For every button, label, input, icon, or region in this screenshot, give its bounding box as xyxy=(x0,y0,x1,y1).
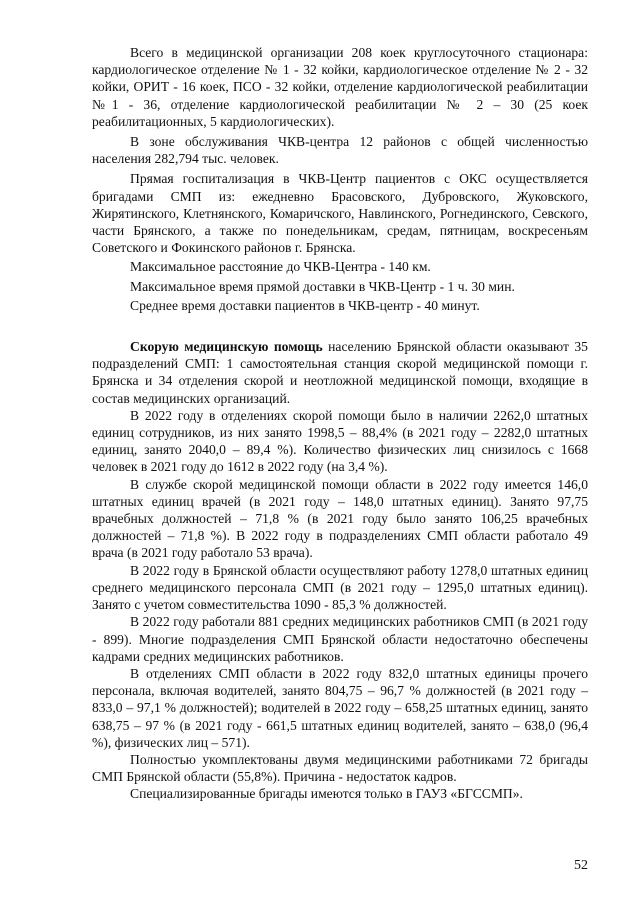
paragraph-avg-delivery-time: Среднее время доставки пациентов в ЧКВ-центр - 40 минут. xyxy=(130,297,480,313)
paragraph-ems-nurses-count: В 2022 году работали 881 средних медицинских работников СМП (в 2021 году - 899). Многие подразделения СМП Брянской области недостаточно обеспечены кадрами средних медицинских работников. xyxy=(92,614,588,664)
paragraph-max-delivery-time: Максимальное время прямой доставки в ЧКВ-Центр - 1 ч. 30 мин. xyxy=(130,278,515,294)
paragraph-other-staff: В отделениях СМП области в 2022 году 832,0 штатных единицы прочего персонала, включая водителей, занято 804,75 – 96,7 % должностей (в 2021 году – 833,0 – 97,1 % должностей); водителей в 2022 году – 658,25 штатных единиц, занято 638,75 – 97 % (в 2021 году - 661,5 штатных единиц водителей, занято – 638,0 (96,4 %), физических лиц – 571). xyxy=(92,665,588,750)
ems-heading: Скорую медицинскую помощь xyxy=(130,339,323,355)
paragraph-direct-hospitalization: Прямая госпитализация в ЧКВ-Центр пациентов с ОКС осуществляется бригадами СМП из: ежедневно Брасовского, Дубровского, Жуковского, Жирятинского, Клетнянского, Комаричского, Навлинского, Рогнединского, Севского, части Брянского, а также по понедельникам, средам, пятницам, воскресеньям Советского и Фокинского районов г. Брянска. xyxy=(92,171,588,256)
paragraph-bed-capacity: Всего в медицинской организации 208 коек круглосуточного стационара: кардиологическое отделение № 1 - 32 койки, кардиологическое отделение № 2 - 32 койки, ОРИТ - 16 коек, ПСО - 32 койки, отделение кардиологической реабилитации №1 - 36, отделение кардиологической реабилитации № 2 – 30 (25 коек реабилитационных, 5 кардиологических). xyxy=(92,45,588,129)
paragraph-ems-nurses: В 2022 году в Брянской области осуществляют работу 1278,0 штатных единиц среднего медицинского персонала СМП (в 2021 году – 1295,0 штатных единиц). Занято с учетом совместительства 1090 - 85,3 % должностей. xyxy=(92,562,588,613)
paragraph-service-area: В зоне обслуживания ЧКВ-центра 12 районов с общей численностью населения 282,794 тыс. человек. xyxy=(92,134,588,167)
paragraph-ems-units xyxy=(92,338,588,407)
page-number: 52 xyxy=(574,858,588,873)
paragraph-brigades-staffed: Полностью укомплектованы двумя медицинскими работниками 72 бригады СМП Брянской области (55,8%). Причина - недостаток кадров. xyxy=(92,751,588,785)
paragraph-ems-staff: В 2022 году в отделениях скорой помощи было в наличии 2262,0 штатных единиц сотрудников, из них занято 1998,5 – 88,4% (в 2021 году – 2282,0 штатных единиц, занято 2040,0 – 89,4 %). Количество физических лиц снизилось с 1668 человек в 2021 году до 1612 в 2022 году (на 3,4 %). xyxy=(92,407,588,475)
ems-units-text: населению Брянской области оказывают 35 подразделений СМП: 1 самостоятельная станция скорой медицинской помощи г. Брянска и 34 отделения скорой и неотложной медицинской помощи, входящие в состав медицинских организаций. xyxy=(92,339,588,406)
paragraph-ems-doctors: В службе скорой медицинской помощи области в 2022 году имеется 146,0 штатных единиц врачей (в 2021 году – 148,0 штатных единиц). Занято 97,75 врачебных должностей – 71,8 % (в 2021 году было занято 106,25 врачебных должностей – 71,8 %). В 2022 году в подразделениях СМП области работало 49 врача (в 2021 году работало 53 врача). xyxy=(92,476,588,561)
document-body xyxy=(92,44,588,803)
paragraph-max-distance: Максимальное расстояние до ЧКВ-Центра - 140 км. xyxy=(130,259,431,275)
paragraph-specialized-brigades: Специализированные бригады имеются только в ГАУЗ «БГССМП». xyxy=(130,786,523,802)
